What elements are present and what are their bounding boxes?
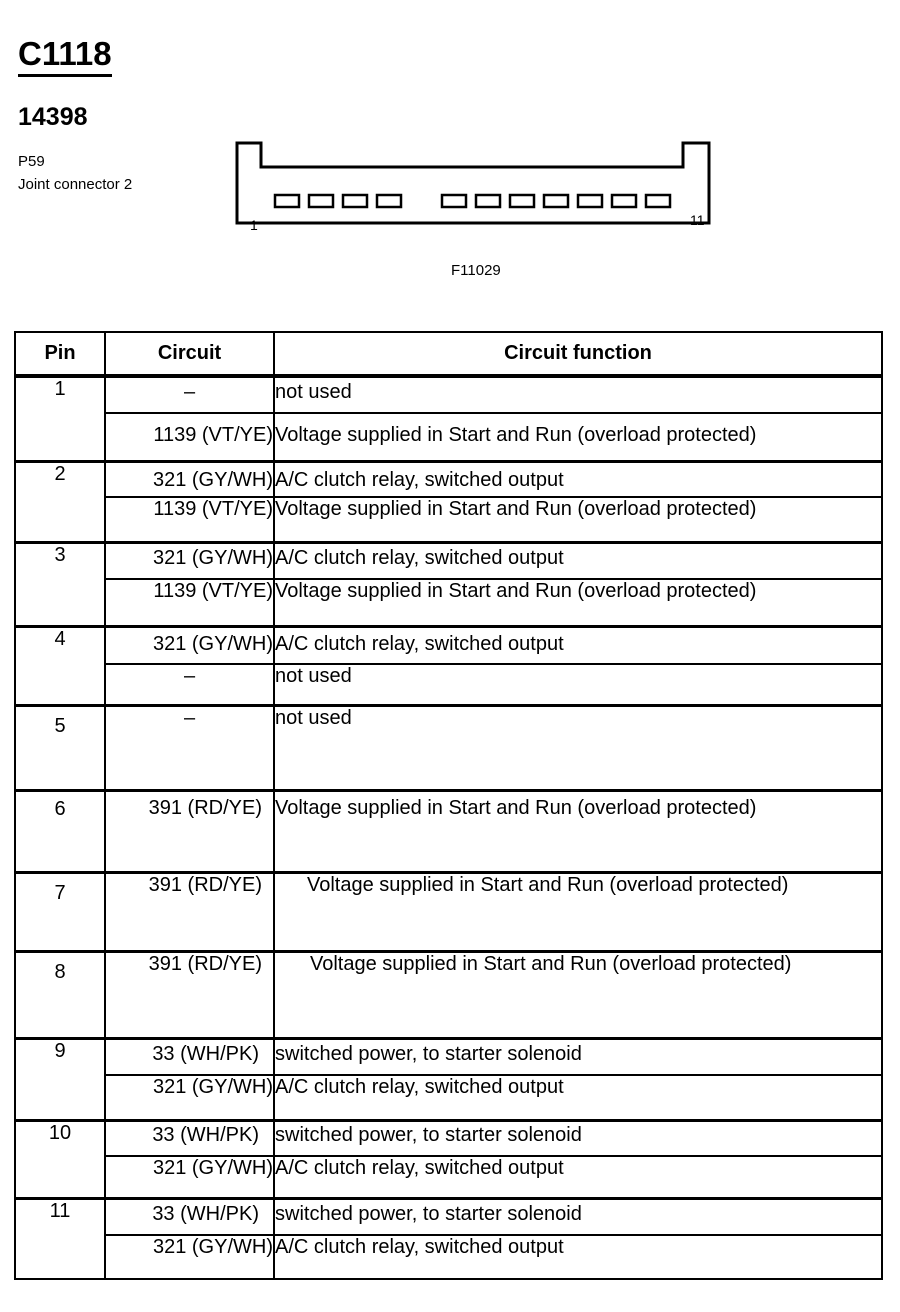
pin-cavity bbox=[510, 195, 534, 207]
circuit-code: 321 (GY/WH) bbox=[105, 542, 274, 579]
circuit-function: Voltage supplied in Start and Run (overload protected) bbox=[274, 413, 882, 461]
circuit-code: 1139 (VT/YE) bbox=[105, 413, 274, 461]
table-row bbox=[15, 1156, 882, 1198]
circuit-code: 33 (WH/PK) bbox=[105, 1038, 274, 1075]
table-row bbox=[15, 1235, 882, 1279]
pin-number: 8 bbox=[15, 951, 105, 1038]
circuit-function: not used bbox=[274, 664, 882, 705]
pin-last-label: 11 bbox=[690, 212, 705, 228]
circuit-function: Voltage supplied in Start and Run (overload protected) bbox=[274, 497, 882, 542]
circuit-code: 33 (WH/PK) bbox=[105, 1198, 274, 1235]
circuit-code: 391 (RD/YE) bbox=[105, 951, 274, 1038]
pin-number: 7 bbox=[15, 872, 105, 951]
pin-cavity bbox=[309, 195, 333, 207]
pin-number: 10 bbox=[15, 1120, 105, 1198]
circuit-function: Voltage supplied in Start and Run (overload protected) bbox=[274, 790, 882, 872]
table-row bbox=[15, 872, 882, 951]
pin-number: 1 bbox=[15, 376, 105, 461]
table-row bbox=[15, 579, 882, 626]
table-row bbox=[15, 1198, 882, 1235]
circuit-code: 321 (GY/WH) bbox=[105, 461, 274, 497]
connector-id-title: C1118 bbox=[18, 36, 112, 77]
table-row bbox=[15, 1038, 882, 1075]
circuit-code: 391 (RD/YE) bbox=[105, 872, 274, 951]
pin-number: 2 bbox=[15, 461, 105, 542]
circuit-code: 33 (WH/PK) bbox=[105, 1120, 274, 1156]
table-row bbox=[15, 790, 882, 872]
table-row bbox=[15, 461, 882, 497]
pin-cavity bbox=[476, 195, 500, 207]
pin-cavity bbox=[343, 195, 367, 207]
circuit-function: not used bbox=[274, 705, 882, 790]
circuit-code: 321 (GY/WH) bbox=[105, 1235, 274, 1279]
location-code: P59 bbox=[18, 153, 45, 170]
connector-face-diagram bbox=[225, 135, 725, 245]
table-row bbox=[15, 1075, 882, 1120]
circuit-code: 321 (GY/WH) bbox=[105, 626, 274, 664]
pin-cavity bbox=[377, 195, 401, 207]
table-header-row bbox=[15, 332, 882, 376]
pinout-table bbox=[14, 331, 883, 1280]
column-header-circuit: Circuit bbox=[105, 332, 274, 376]
circuit-code: – bbox=[105, 705, 274, 790]
table-row bbox=[15, 705, 882, 790]
table-row bbox=[15, 376, 882, 413]
table-row bbox=[15, 542, 882, 579]
connector-housing-outline bbox=[237, 143, 709, 223]
circuit-function: Voltage supplied in Start and Run (overload protected) bbox=[274, 872, 882, 951]
circuit-code: – bbox=[105, 664, 274, 705]
pin-cavity bbox=[275, 195, 299, 207]
circuit-function: A/C clutch relay, switched output bbox=[274, 542, 882, 579]
circuit-code: 391 (RD/YE) bbox=[105, 790, 274, 872]
pin-number: 4 bbox=[15, 626, 105, 705]
circuit-function: A/C clutch relay, switched output bbox=[274, 626, 882, 664]
circuit-function: switched power, to starter solenoid bbox=[274, 1120, 882, 1156]
column-header-function: Circuit function bbox=[274, 332, 882, 376]
pin-cavity bbox=[578, 195, 602, 207]
circuit-function: A/C clutch relay, switched output bbox=[274, 1235, 882, 1279]
circuit-function: A/C clutch relay, switched output bbox=[274, 1075, 882, 1120]
table-row bbox=[15, 413, 882, 461]
pin-number: 6 bbox=[15, 790, 105, 872]
circuit-function: A/C clutch relay, switched output bbox=[274, 1156, 882, 1198]
figure-reference: F11029 bbox=[451, 262, 501, 279]
part-number: 14398 bbox=[18, 103, 88, 131]
pin-cavities bbox=[275, 195, 670, 207]
circuit-code: – bbox=[105, 376, 274, 413]
circuit-function: switched power, to starter solenoid bbox=[274, 1038, 882, 1075]
table-row bbox=[15, 1120, 882, 1156]
circuit-code: 1139 (VT/YE) bbox=[105, 579, 274, 626]
pin-cavity bbox=[612, 195, 636, 207]
pin-number: 9 bbox=[15, 1038, 105, 1120]
location-description: Joint connector 2 bbox=[18, 176, 133, 193]
circuit-code: 1139 (VT/YE) bbox=[105, 497, 274, 542]
circuit-function: not used bbox=[274, 376, 882, 413]
circuit-function: A/C clutch relay, switched output bbox=[274, 461, 882, 497]
pin-cavity bbox=[646, 195, 670, 207]
table-row bbox=[15, 951, 882, 1038]
circuit-function: Voltage supplied in Start and Run (overload protected) bbox=[274, 579, 882, 626]
table-row bbox=[15, 497, 882, 542]
circuit-code: 321 (GY/WH) bbox=[105, 1075, 274, 1120]
pin-cavity bbox=[442, 195, 466, 207]
table-row bbox=[15, 626, 882, 664]
table-row bbox=[15, 664, 882, 705]
circuit-function: switched power, to starter solenoid bbox=[274, 1198, 882, 1235]
circuit-code: 321 (GY/WH) bbox=[105, 1156, 274, 1198]
pin-cavity bbox=[544, 195, 568, 207]
column-header-pin: Pin bbox=[15, 332, 105, 376]
pin-first-label: 1 bbox=[250, 217, 258, 233]
pin-number: 11 bbox=[15, 1198, 105, 1279]
pin-number: 3 bbox=[15, 542, 105, 626]
circuit-function: Voltage supplied in Start and Run (overload protected) bbox=[274, 951, 882, 1038]
pin-number: 5 bbox=[15, 705, 105, 790]
